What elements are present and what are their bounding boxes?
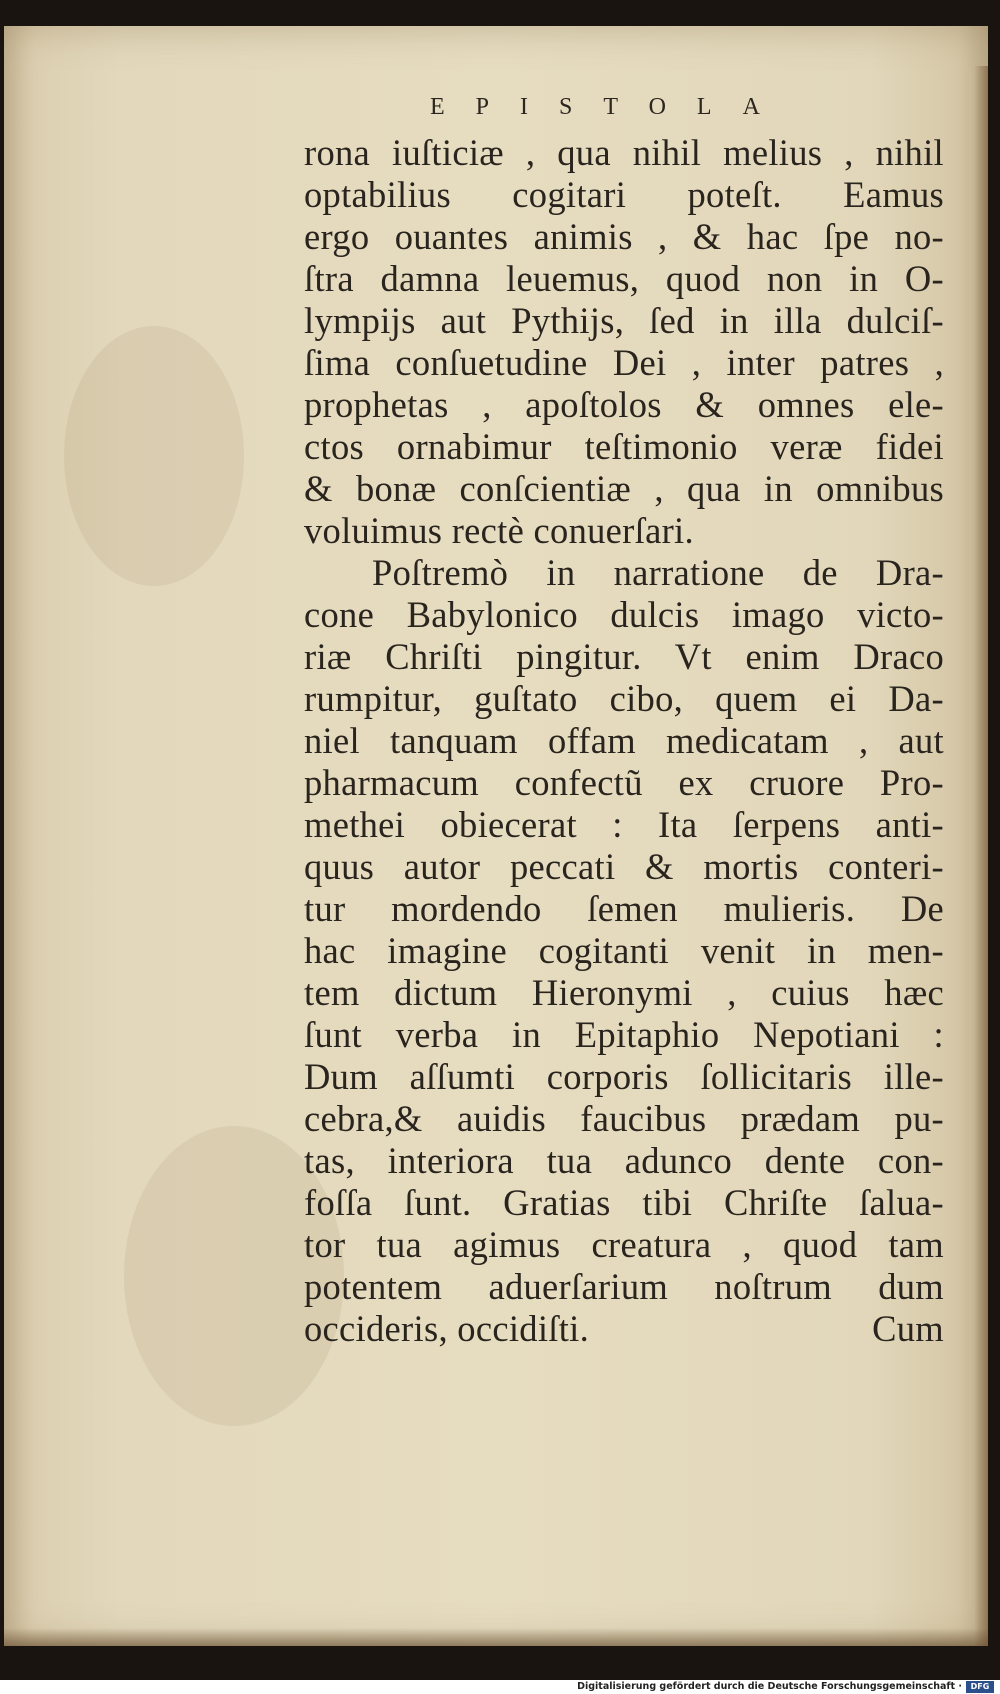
text-line: voluimus rectè conuerſari. <box>304 510 694 551</box>
text-line: cone Babylonico dulcis imago victo- <box>304 594 944 635</box>
text-line: tem dictum Hieronymi , cuius hæc <box>304 972 944 1013</box>
text-line: quus autor peccati & mortis conteri- <box>304 846 944 887</box>
catchword: Cum <box>872 1308 944 1349</box>
text-line: niel tanquam offam medicatam , aut <box>304 720 944 761</box>
text-line: occideris, occidiſti. <box>304 1308 590 1349</box>
funding-credit: Digitalisierung gefördert durch die Deutsche Forschungsgemeinschaft · <box>577 1681 962 1692</box>
paragraph-first-line: Poſtremò in narratione de Dra- <box>372 552 944 593</box>
dfg-logo: DFG <box>966 1681 994 1693</box>
text-line: Dum aſſumti corporis ſollicitaris ille- <box>304 1056 944 1097</box>
text-line: tor tua agimus creatura , quod tam <box>304 1224 944 1265</box>
text-line: hac imagine cogitanti venit in men- <box>304 930 944 971</box>
text-line: potentem aduerſarium noſtrum dum <box>304 1266 944 1307</box>
text-line: tur mordendo ſemen mulieris. De <box>304 888 944 929</box>
text-line: lympijs aut Pythijs, ſed in illa dulciſ- <box>304 300 944 341</box>
page-edge-right <box>974 66 988 1646</box>
paper-stain <box>64 326 244 586</box>
running-head: EPISTOLA <box>430 94 791 120</box>
text-line: pharmacum confectũ ex cruore Pro- <box>304 762 944 803</box>
body-text <box>304 132 944 1350</box>
final-line <box>304 1308 944 1350</box>
text-line: & bonæ conſcientiæ , qua in omnibus <box>304 468 944 509</box>
text-line: ſunt verba in Epitaphio Nepotiani : <box>304 1014 944 1055</box>
text-line: ergo ouantes animis , & hac ſpe no- <box>304 216 944 257</box>
text-line: ſtra damna leuemus, quod non in O- <box>304 258 944 299</box>
text-line: tas, interiora tua adunco dente con- <box>304 1140 944 1181</box>
text-line: rumpitur, guſtato cibo, quem ei Da- <box>304 678 944 719</box>
text-line: rona iuſticiæ , qua nihil melius , nihil <box>304 132 944 173</box>
text-line: cebra,& auidis faucibus prædam pu- <box>304 1098 944 1139</box>
text-line: foſſa ſunt. Gratias tibi Chriſte ſalua- <box>304 1182 944 1223</box>
text-line: optabilius cogitari poteſt. Eamus <box>304 174 944 215</box>
page-edge-bottom <box>4 1628 988 1646</box>
text-line: methei obiecerat : Ita ſerpens anti- <box>304 804 944 845</box>
text-line: ctos ornabimur teſtimonio veræ fidei <box>304 426 944 467</box>
text-line: ſima conſuetudine Dei , inter patres , <box>304 342 944 383</box>
text-line: prophetas , apoſtolos & omnes ele- <box>304 384 944 425</box>
text-line: riæ Chriſti pingitur. Vt enim Draco <box>304 636 944 677</box>
